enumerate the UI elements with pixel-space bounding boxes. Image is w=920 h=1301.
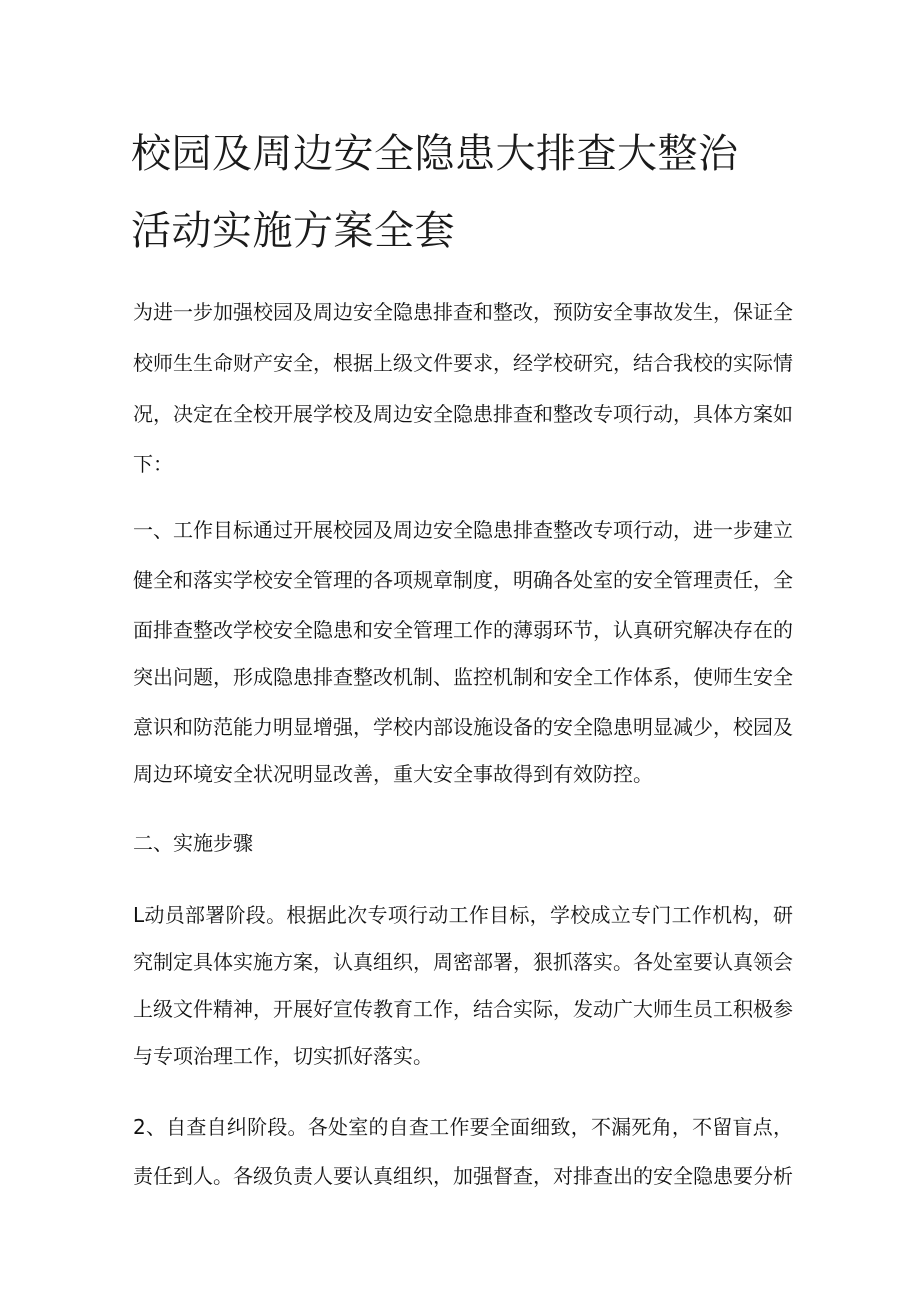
intro-paragraph-line: 为进一步加强校园及周边安全隐患排查和整改，预防安全事故发生，保证全: [133, 300, 793, 324]
intro-paragraph-line: 况，决定在全校开展学校及周边安全隐患排查和整改专项行动，具体方案如: [133, 402, 793, 426]
section-heading-implementation-steps: 二、实施步骤: [133, 831, 253, 855]
step1-paragraph-line: 与专项治理工作，切实抓好落实。: [133, 1044, 433, 1068]
goals-paragraph-line: 意识和防范能力明显增强，学校内部设施设备的安全隐患明显减少，校园及: [133, 715, 793, 739]
intro-paragraph-line: 校师生生命财产安全，根据上级文件要求，经学校研究，结合我校的实际情: [133, 351, 793, 375]
goals-paragraph-line: 一、工作目标通过开展校园及周边安全隐患排查整改专项行动，进一步建立: [133, 518, 793, 542]
step2-paragraph-line: 责任到人。各级负责人要认真组织，加强督查，对排查出的安全隐患要分析: [133, 1164, 793, 1188]
goals-paragraph-line: 健全和落实学校安全管理的各项规章制度，明确各处室的安全管理责任，全: [133, 568, 793, 592]
goals-paragraph-line: 周边环境安全状况明显改善，重大安全事故得到有效防控。: [133, 762, 653, 786]
intro-paragraph-line: 下：: [133, 452, 173, 476]
goals-paragraph-line: 突出问题，形成隐患排查整改机制、监控机制和安全工作体系，使师生安全: [133, 665, 793, 689]
goals-paragraph-line: 面排查整改学校安全隐患和安全管理工作的薄弱环节，认真研究解决存在的: [133, 618, 793, 642]
step2-paragraph-line: 2、自查自纠阶段。各处室的自查工作要全面细致，不漏死角，不留盲点，: [133, 1115, 793, 1139]
step1-paragraph-line: L动员部署阶段。根据此次专项行动工作目标，学校成立专门工作机构，研: [133, 903, 793, 927]
document-title-line-2: 活动实施方案全套: [131, 208, 455, 254]
step1-paragraph-line: 究制定具体实施方案，认真组织，周密部署，狠抓落实。各处室要认真领会: [133, 950, 793, 974]
document-title-line-1: 校园及周边安全隐患大排查大整治: [131, 131, 739, 177]
step1-paragraph-line: 上级文件精神，开展好宣传教育工作，结合实际，发动广大师生员工积极参: [133, 997, 793, 1021]
